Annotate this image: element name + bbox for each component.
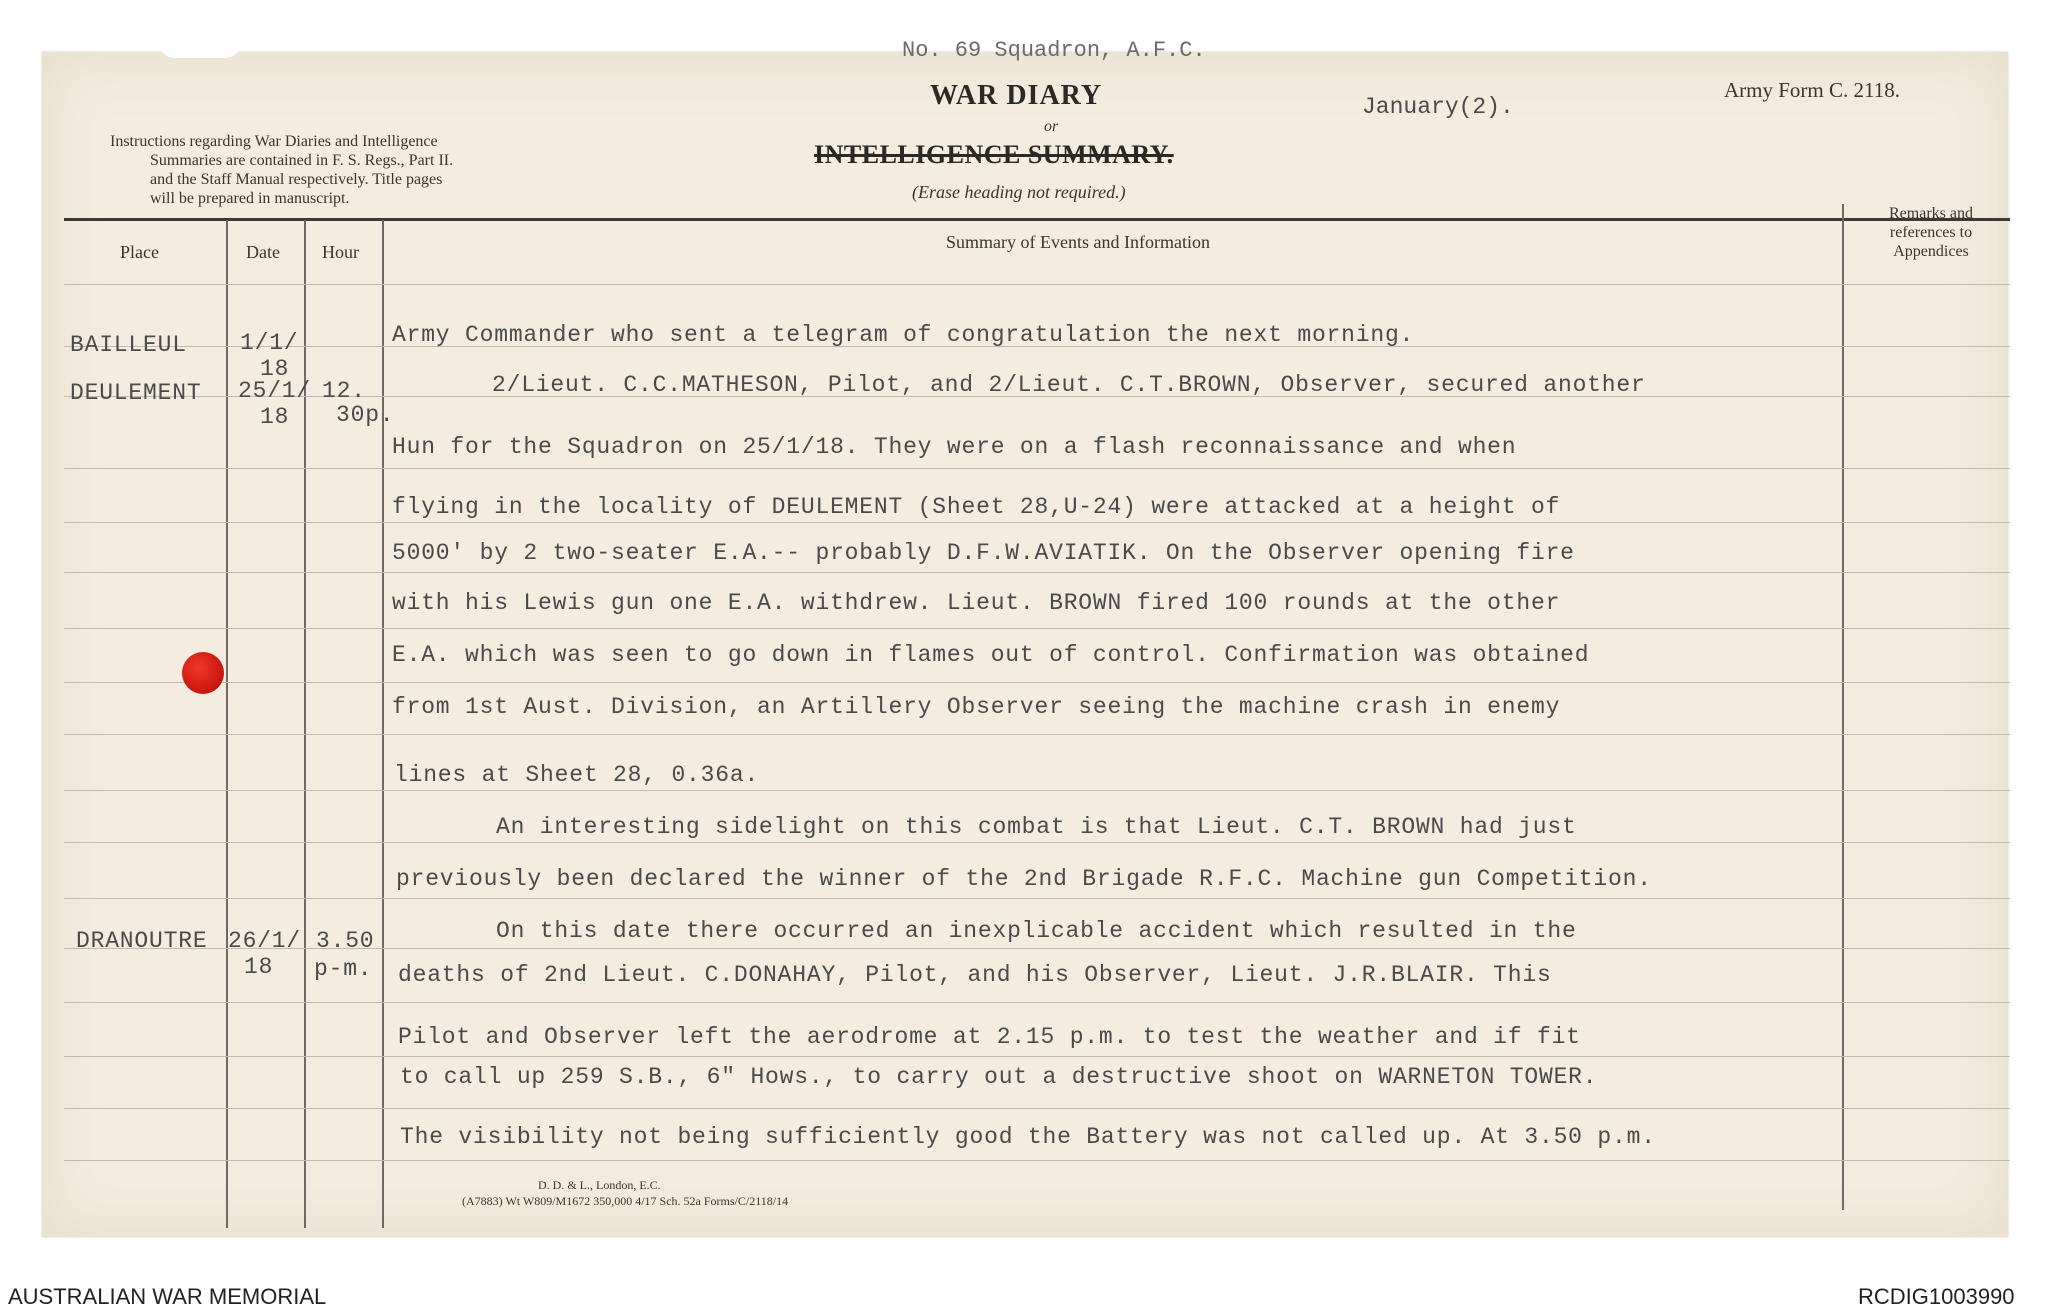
hour-entry-suffix: 30p. xyxy=(336,402,395,428)
ledger-line xyxy=(64,898,2010,899)
struck-heading: INTELLIGENCE SUMMARY. xyxy=(814,140,1174,169)
summary-line: flying in the locality of DEULEMENT (Sheet 28,U-24) were attacked at a height of xyxy=(392,494,1561,520)
red-seal-dot xyxy=(182,652,224,694)
month-label: January(2). xyxy=(1362,94,1514,120)
erase-note: (Erase heading not required.) xyxy=(912,182,1126,202)
printer-imprint: D. D. & L., London, E.C. xyxy=(538,1178,661,1192)
hour-entry-suffix: p-m. xyxy=(314,956,373,982)
summary-line: Hun for the Squadron on 25/1/18. They were on a flash reconnaissance and when xyxy=(392,434,1517,460)
printer-forms-line: (A7883) Wt W809/M1672 350,000 4/17 Sch. 52a Forms/C/2118/14 xyxy=(462,1194,789,1208)
archive-credit: AUSTRALIAN WAR MEMORIAL xyxy=(8,1284,327,1309)
ledger-line xyxy=(64,682,2010,683)
squadron-stamp: No. 69 Squadron, A.F.C. xyxy=(902,38,1206,63)
header-rule xyxy=(64,218,2010,221)
col-summary: Summary of Events and Information xyxy=(946,232,1210,252)
col-place: Place xyxy=(120,242,159,262)
place-entry: DEULEMENT xyxy=(70,380,202,406)
hour-entry: 3.50 xyxy=(316,928,375,954)
summary-line: On this date there occurred an inexplicable accident which resulted in the xyxy=(496,918,1577,944)
summary-line: to call up 259 S.B., 6" Hows., to carry out a destructive shoot on WARNETON TOWER. xyxy=(400,1064,1598,1090)
ledger-line xyxy=(64,522,2010,523)
date-entry-year: 18 xyxy=(260,356,290,382)
date-entry: 1/1/ xyxy=(240,330,299,356)
summary-line: Army Commander who sent a telegram of congratulation the next morning. xyxy=(392,322,1415,348)
paper-tear xyxy=(160,44,240,58)
summary-line: The visibility not being sufficiently good the Battery was not called up. At 3.50 p.m. xyxy=(400,1124,1656,1150)
date-entry: 25/1/ xyxy=(238,378,312,404)
col-remarks: Remarks and references to Appendices xyxy=(1889,205,1973,260)
summary-line: An interesting sidelight on this combat is that Lieut. C.T. BROWN had just xyxy=(496,814,1577,840)
summary-line: with his Lewis gun one E.A. withdrew. Lieut. BROWN fired 100 rounds at the other xyxy=(392,590,1561,616)
ledger-line xyxy=(64,734,2010,735)
divider-date-hour xyxy=(304,220,306,1228)
summary-line: lines at Sheet 28, 0.36a. xyxy=(394,762,760,788)
place-entry: BAILLEUL xyxy=(70,332,187,358)
date-entry-year: 18 xyxy=(244,954,274,980)
summary-line: deaths of 2nd Lieut. C.DONAHAY, Pilot, and his Observer, Lieut. J.R.BLAIR. This xyxy=(398,962,1552,988)
place-entry: DRANOUTRE xyxy=(76,928,208,954)
summary-line: previously been declared the winner of the 2nd Brigade R.F.C. Machine gun Competition. xyxy=(396,866,1652,892)
summary-line: E.A. which was seen to go down in flames out of control. Confirmation was obtained xyxy=(392,642,1590,668)
divider-hour-summary xyxy=(382,220,384,1228)
col-hour: Hour xyxy=(322,242,359,262)
ledger-line xyxy=(64,572,2010,573)
archive-id: RCDIG1003990 xyxy=(1858,1284,2015,1309)
ledger-line xyxy=(64,284,2010,285)
army-form-label: Army Form C. 2118. xyxy=(1724,78,1900,102)
ledger-line xyxy=(64,790,2010,791)
ledger-line xyxy=(64,842,2010,843)
summary-line: from 1st Aust. Division, an Artillery Observer seeing the machine crash in enemy xyxy=(392,694,1561,720)
date-entry-year: 18 xyxy=(260,404,290,430)
or-text: or xyxy=(1044,118,1059,135)
summary-line: Pilot and Observer left the aerodrome at 2.15 p.m. to test the weather and if fit xyxy=(398,1024,1581,1050)
ledger-line xyxy=(64,1108,2010,1109)
summary-line: 5000' by 2 two-seater E.A.-- probably D.F.W.AVIATIK. On the Observer opening fire xyxy=(392,540,1575,566)
ledger-line xyxy=(64,628,2010,629)
summary-line: 2/Lieut. C.C.MATHESON, Pilot, and 2/Lieut. C.T.BROWN, Observer, secured another xyxy=(492,372,1646,398)
instructions-block: Instructions regarding War Diaries and Intelligence Summaries are contained in F. S. Regs., Part II. and the Staff Manual respectively. Title pages will be prepared in manuscript. xyxy=(110,133,454,207)
ledger-line xyxy=(64,1056,2010,1057)
col-date: Date xyxy=(246,242,280,262)
date-entry: 26/1/ xyxy=(228,928,302,954)
ledger-line xyxy=(64,1160,2010,1161)
ledger-line xyxy=(64,1002,2010,1003)
divider-summary-remarks xyxy=(1842,204,1844,1210)
document-title: WAR DIARY xyxy=(930,80,1103,111)
divider-place-date xyxy=(226,220,228,1228)
ledger-line xyxy=(64,468,2010,469)
hour-entry: 12. xyxy=(322,378,366,404)
